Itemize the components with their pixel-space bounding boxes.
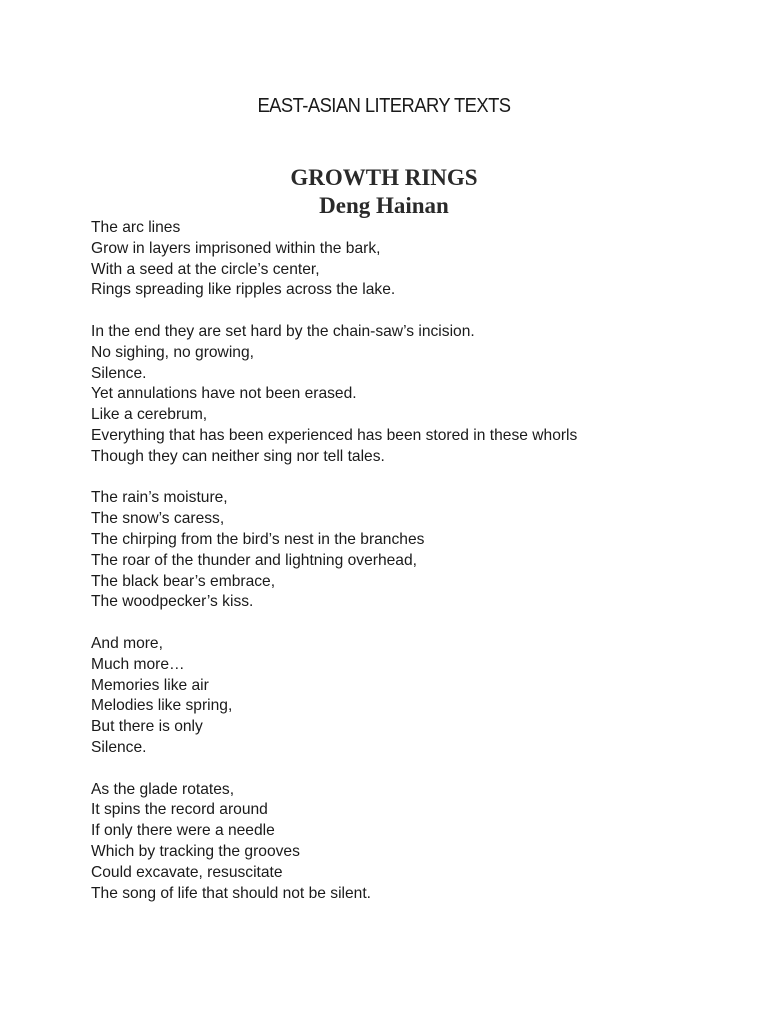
poem-line: Melodies like spring,: [91, 697, 233, 715]
poem-line: Could excavate, resuscitate: [91, 863, 283, 881]
poem-line: The chirping from the bird’s nest in the branches: [91, 530, 425, 548]
poem-line: The rain’s moisture,: [91, 489, 228, 507]
poem-line: With a seed at the circle’s center,: [91, 260, 320, 278]
poem-line: The black bear’s embrace,: [91, 572, 276, 590]
poem-line: And more,: [91, 634, 163, 652]
poem-line: Though they can neither sing nor tell tales.: [91, 447, 385, 465]
poem-line: In the end they are set hard by the chain-saw’s incision.: [91, 322, 475, 340]
poem-line: Everything that has been experienced has been stored in these whorls: [91, 426, 578, 444]
poem-line: Rings spreading like ripples across the lake.: [91, 281, 396, 299]
poem-line: The woodpecker’s kiss.: [91, 593, 254, 611]
poem-author: Deng Hainan: [319, 193, 449, 218]
poem-title-block: [0, 164, 768, 220]
poem-line: Memories like air: [91, 676, 209, 694]
poem-line: The song of life that should not be silent.: [91, 884, 372, 902]
poem-line: If only there were a needle: [91, 822, 275, 840]
stanza: [91, 322, 751, 468]
poem-line: The snow’s caress,: [91, 510, 225, 528]
poem-line: No sighing, no growing,: [91, 343, 254, 361]
stanza: [91, 488, 751, 613]
section-header: EAST-ASIAN LITERARY TEXTS: [257, 95, 511, 117]
poem-line: Grow in layers imprisoned within the bark,: [91, 239, 381, 257]
stanza: [91, 218, 751, 301]
poem-line: Like a cerebrum,: [91, 406, 208, 424]
poem-line: Which by tracking the grooves: [91, 842, 300, 860]
poem-line: But there is only: [91, 718, 203, 736]
poem-body: [91, 218, 751, 925]
poem-line: Silence.: [91, 738, 147, 756]
poem-line: The arc lines: [91, 219, 181, 236]
poem-line: Yet annulations have not been erased.: [91, 385, 357, 403]
poem-line: Silence.: [91, 364, 147, 382]
poem-title: GROWTH RINGS: [290, 165, 478, 190]
stanza: [91, 634, 751, 759]
poem-line: Much more…: [91, 655, 185, 673]
poem-line: The roar of the thunder and lightning overhead,: [91, 551, 417, 569]
poem-line: As the glade rotates,: [91, 780, 235, 798]
poem-line: It spins the record around: [91, 801, 268, 819]
stanza: [91, 780, 751, 905]
